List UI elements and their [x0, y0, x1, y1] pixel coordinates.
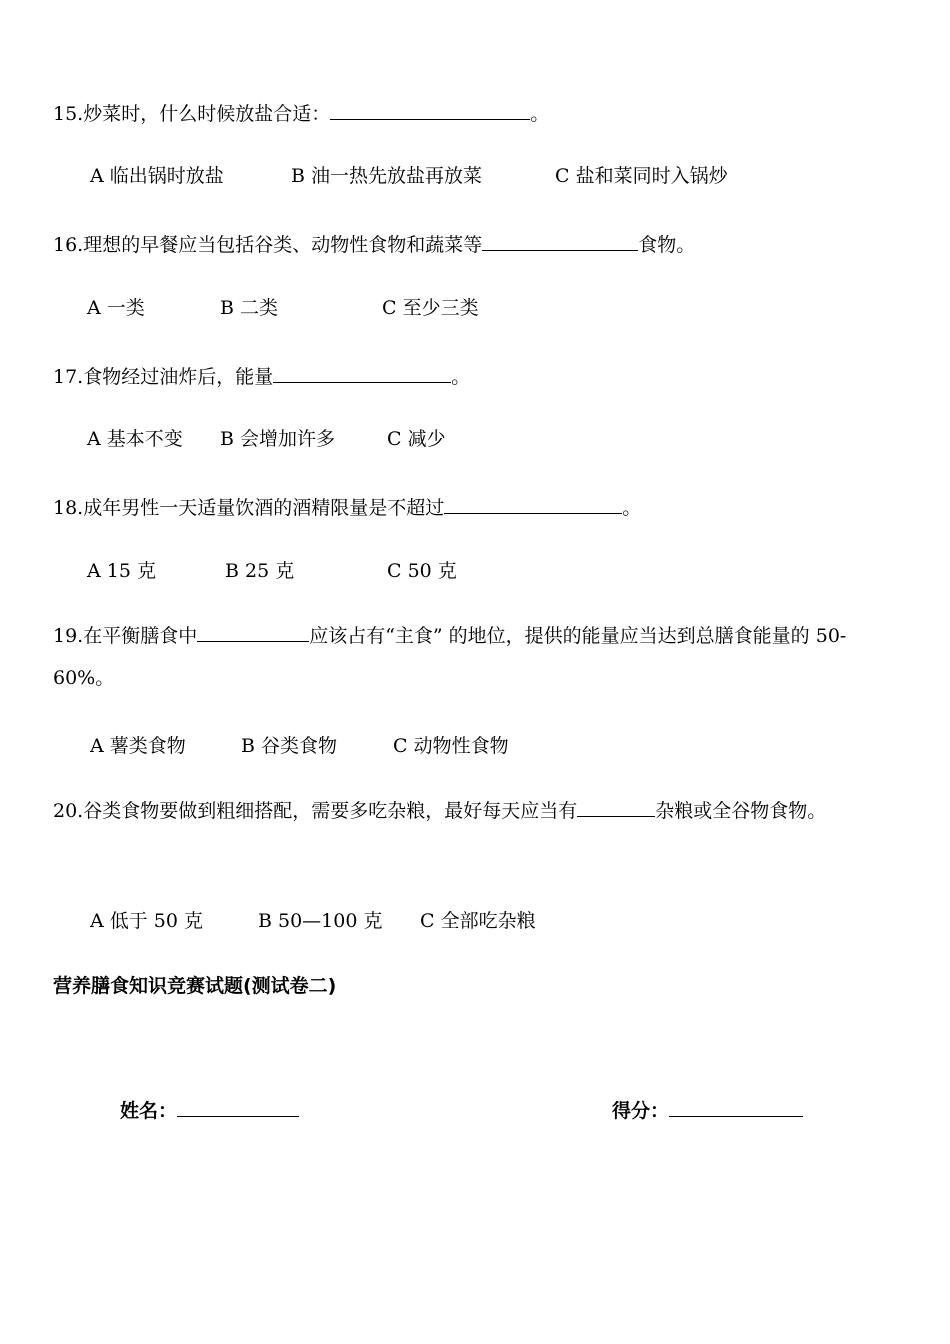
question-16	[53, 230, 695, 257]
question-18-suffix: 。	[622, 497, 642, 519]
answer-blank-17[interactable]	[273, 362, 451, 383]
answer-blank-19[interactable]	[197, 621, 309, 642]
option-18-b: B 25 克	[225, 560, 295, 582]
answer-blank-20[interactable]	[577, 796, 655, 817]
option-20-c: C 全部吃杂粮	[420, 910, 536, 932]
question-17	[53, 362, 470, 389]
option-19-a: A 薯类食物	[90, 735, 186, 757]
option-19-c: C 动物性食物	[393, 735, 509, 757]
question-16-text: 16.理想的早餐应当包括谷类、动物性食物和蔬菜等	[53, 234, 483, 256]
option-17-a: A 基本不变	[87, 428, 183, 450]
question-17-text: 17.食物经过油炸后，能量	[53, 366, 274, 388]
question-17-suffix: 。	[451, 366, 471, 388]
question-20-text: 20.谷类食物要做到粗细搭配，需要多吃杂粮，最好每天应当有	[53, 800, 578, 822]
question-19-text: 19.在平衡膳食中	[53, 625, 198, 647]
answer-blank-18[interactable]	[444, 493, 622, 514]
score-field	[612, 1096, 803, 1123]
name-label: 姓名：	[120, 1100, 178, 1122]
option-20-b: B 50—100 克	[258, 910, 383, 932]
option-16-c: C 至少三类	[382, 297, 479, 319]
name-input[interactable]	[177, 1096, 299, 1117]
question-16-suffix: 食物。	[638, 234, 696, 256]
question-20-suffix: 杂粮或全谷物食物。	[655, 800, 827, 822]
score-label: 得分：	[612, 1100, 670, 1122]
option-17-b: B 会增加许多	[220, 428, 336, 450]
question-20	[53, 790, 903, 832]
option-15-a: A 临出锅时放盐	[90, 165, 224, 187]
option-16-a: A 一类	[87, 297, 145, 319]
question-18	[53, 493, 641, 520]
section-title: 营养膳食知识竞赛试题(测试卷二)	[53, 975, 337, 997]
option-17-c: C 减少	[387, 428, 446, 450]
option-19-b: B 谷类食物	[241, 735, 338, 757]
answer-blank-16[interactable]	[482, 230, 638, 251]
option-18-a: A 15 克	[87, 560, 156, 582]
question-18-text: 18.成年男性一天适量饮酒的酒精限量是不超过	[53, 497, 445, 519]
question-15	[53, 99, 549, 126]
option-16-b: B 二类	[220, 297, 279, 319]
question-19-suffix: 应该占有“主食” 的地位，提供的能量应当达到总膳食能量的 50-60%。	[53, 625, 847, 689]
option-15-c: C 盐和菜同时入锅炒	[555, 165, 728, 187]
option-15-b: B 油一热先放盐再放菜	[291, 165, 483, 187]
score-input[interactable]	[669, 1096, 803, 1117]
name-field	[120, 1096, 299, 1123]
option-18-c: C 50 克	[387, 560, 457, 582]
question-19	[53, 615, 903, 699]
question-15-suffix: 。	[530, 103, 550, 125]
answer-blank-15[interactable]	[330, 99, 530, 120]
question-15-text: 15.炒菜时，什么时候放盐合适：	[53, 103, 331, 125]
option-20-a: A 低于 50 克	[90, 910, 204, 932]
